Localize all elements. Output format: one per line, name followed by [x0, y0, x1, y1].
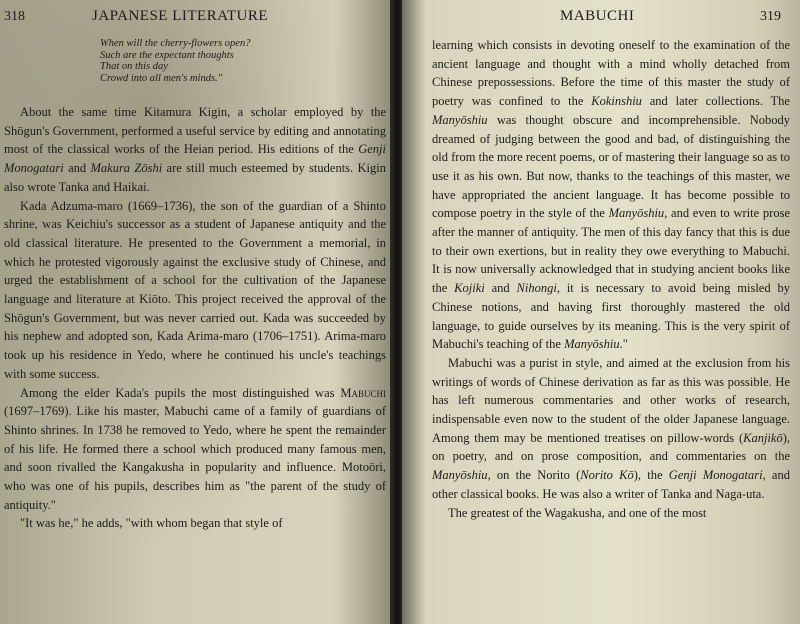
text-run: , and even to write prose after the manner of antiquity. The men of this day fancy that this is due to their own exertions, but in reality they owe everything to Mabuchi. It is now universally acknowledged that in studying ancient books like the — [432, 206, 790, 296]
poem-block — [100, 38, 250, 84]
text-run: ), the — [633, 468, 669, 483]
text-run: About the same time Kitamura Kigin, a scholar employed by the Shōgun's Government, performed a useful service by editing and annotating most of the classical works of the Heian period. His editions of the — [4, 105, 386, 157]
text-run: "It was he," he adds, "with whom began that style of — [20, 516, 283, 531]
text-run: , on the Norito ( — [487, 468, 581, 483]
text-run: learning which consists in devoting oneself to the examination of the ancient language and thought with a mind wholly detached from Chinese prepossessions. Before the time of this master the study of poetry was confined to the — [432, 38, 790, 109]
italic-text: Kojiki — [454, 281, 485, 296]
poem-line: That on this day — [100, 61, 168, 72]
italic-text: Manyōshiu — [608, 206, 665, 221]
text-run: ), on poetry, and on prose composition, and commentaries on the — [432, 430, 790, 464]
poem-line: Such are the expectant thoughts — [100, 49, 234, 61]
italic-text: Genji Monogatari — [668, 468, 763, 483]
right-page — [402, 0, 800, 624]
text-run: Among the elder Kada's pupils the most distinguished was — [20, 385, 341, 400]
text-run: and — [484, 281, 517, 296]
italic-text: Kanjikō — [743, 430, 783, 445]
paragraph — [4, 514, 386, 533]
text-run: , it is necessary to avoid being misled by Chinese notions, and having first thoroughly mastered the old language, to guide ourselves by its meaning. This is the very spirit of Mabuchi's teaching of the — [432, 281, 790, 352]
paragraph — [4, 103, 386, 197]
text-run: , and other classical books. He was also a writer of Tanka and Naga-uta. — [432, 468, 790, 501]
italic-text: Manyōshiu — [564, 337, 620, 352]
text-run: and later collections. The — [641, 94, 790, 109]
paragraph — [432, 504, 790, 523]
italic-text: Nihongi — [516, 281, 557, 296]
text-run: are still much esteemed by students. Kigin also wrote Tanka and Haikai. — [4, 161, 386, 194]
poem-line: When will the cherry-flowers open? — [100, 38, 251, 49]
text-run: Kada Adzuma-maro (1669–1736), the son of the guardian of a Shinto shrine, was Keichiu's successor as a student of Japanese antiquity and the old classical literature. He presented to the Government a memorial, in which he protested vigorously against the exclusive study of Chinese, and urged the establishment of a school for the cultivation of the Japanese language and literature at Kiōto. This project received the approval of the Shōgun's Government, but was never carried out. Kada was succeeded by his nephew and adopted son, Kada Arima-maro (1706–1751). Arima-maro took up his residence in Yedo, where he continued his uncle's teachings with some success. — [4, 198, 386, 381]
small-caps-text: Mabuchi — [340, 385, 386, 400]
text-run: Mabuchi was a purist in style, and aimed at the exclusion from his writings of words of Chinese derivation as far as this was possible. He has left numerous commentaries and other works of research, indispensable even now to the student of the older Japanese language. Among them may be mentioned treatises on pillow-words ( — [432, 355, 790, 445]
italic-text: Manyōshiu — [432, 468, 488, 483]
italic-text: Norito Kō — [580, 468, 634, 483]
page-number-left: 318 — [4, 9, 25, 24]
running-head-right: MABUCHI — [560, 8, 635, 24]
italic-text: Genji Monogatari — [4, 142, 386, 176]
page-number-right: 319 — [760, 9, 781, 24]
paragraph — [4, 384, 386, 515]
italic-text: Manyōshiu — [432, 112, 488, 127]
text-run: and — [63, 161, 91, 176]
text-run: ." — [619, 337, 628, 352]
left-body-text — [4, 103, 386, 533]
paragraph — [4, 197, 386, 384]
italic-text: Kokinshiu — [591, 94, 642, 109]
left-page — [0, 0, 392, 624]
text-run: was thought obscure and incomprehensible. Nobody dreamed of judging between the good and bad, of distinguishing the old from the more recent poems, or of mastering their language so as to use it as his own. But now, thanks to the teachings of this master, we have appropriated the ancient language. It has become possible to compose poetry in the style of the — [432, 112, 790, 221]
text-run: (1697–1769). Like his master, Mabuchi came of a family of guardians of Shinto shrines. In 1738 he removed to Yedo, where he spent the remainder of his life. He formed there a school which produced many famous men, and soon rivalled the Kangakusha in popularity and influence. Motoöri, who was one of his pupils, describes him as "the parent of the study of antiquity." — [4, 404, 386, 512]
right-body-text — [432, 36, 790, 522]
italic-text: Makura Zōshi — [90, 161, 163, 176]
text-run: The greatest of the Wagakusha, and one of the most — [448, 505, 707, 520]
paragraph — [432, 354, 790, 504]
paragraph — [432, 36, 790, 354]
poem-line: Crowd into all men's minds." — [100, 72, 223, 84]
running-head-left: JAPANESE LITERATURE — [92, 8, 269, 24]
